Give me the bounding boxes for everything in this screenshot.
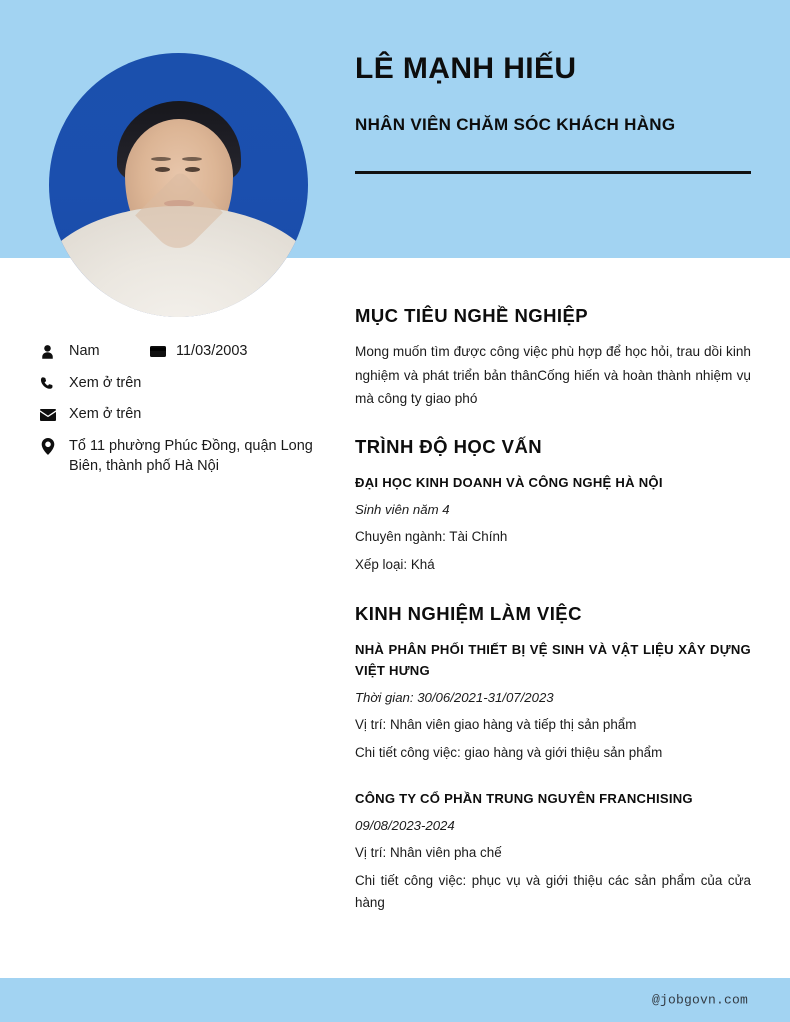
experience-period: Thời gian: 30/06/2021-31/07/2023 xyxy=(355,690,554,706)
experience-position: Vị trí: Nhân viên pha chế xyxy=(355,845,502,861)
contact-address: Tổ 11 phường Phúc Đồng, quận Long Biên, thành phố Hà Nội xyxy=(69,437,313,475)
photo-image xyxy=(49,53,308,317)
experience-company: NHÀ PHÂN PHỐI THIẾT BỊ VỆ SINH VÀ VẬT LIỆU XÂY DỰNG VIỆT HƯNG xyxy=(355,641,751,678)
education-entry xyxy=(355,472,751,576)
section-objective xyxy=(355,305,751,410)
candidate-name: LÊ MẠNH HIẾU xyxy=(355,52,577,85)
objective-heading: MỤC TIÊU NGHỀ NGHIỆP xyxy=(355,305,589,326)
contact-info xyxy=(38,341,323,477)
contact-row-address xyxy=(38,436,323,477)
experience-entry xyxy=(355,639,751,764)
experience-company: CÔNG TY CỔ PHẦN TRUNG NGUYÊN FRANCHISING xyxy=(355,790,693,806)
profile-photo xyxy=(49,53,308,317)
education-year: Sinh viên năm 4 xyxy=(355,501,450,517)
experience-period: 09/08/2023-2024 xyxy=(355,818,455,834)
education-heading: TRÌNH ĐỘ HỌC VẤN xyxy=(355,436,543,458)
header-text-block xyxy=(355,52,751,174)
contact-birthdate: 11/03/2003 xyxy=(176,343,248,359)
calendar-icon xyxy=(150,344,166,360)
header-divider xyxy=(355,171,751,174)
location-pin-icon xyxy=(38,437,57,456)
education-grade: Xếp loại: Khá xyxy=(355,556,435,572)
contact-row-email xyxy=(38,404,323,425)
envelope-icon xyxy=(38,405,57,424)
contact-email: Xem ở trên xyxy=(69,406,142,423)
experience-position: Vị trí: Nhân viên giao hàng và tiếp thị sản phẩm xyxy=(355,717,637,733)
experience-details: Chi tiết công việc: phục vụ và giới thiệu các sản phẩm của cửa hàng xyxy=(355,873,751,910)
phone-icon xyxy=(38,374,57,393)
contact-row-phone xyxy=(38,373,323,394)
watermark-text: @jobgovn.com xyxy=(651,992,748,1008)
experience-heading: KINH NGHIỆM LÀM VIỆC xyxy=(355,603,582,625)
education-school: ĐẠI HỌC KINH DOANH VÀ CÔNG NGHỆ HÀ NỘI xyxy=(355,474,663,490)
photo-eye-right xyxy=(185,167,200,172)
contact-phone: Xem ở trên xyxy=(69,374,142,391)
experience-details: Chi tiết công việc: giao hàng và giới thiệu sản phẩm xyxy=(355,745,663,761)
contact-gender: Nam xyxy=(69,343,100,359)
person-icon xyxy=(38,342,57,361)
footer-band xyxy=(0,978,790,1022)
main-content xyxy=(355,305,751,914)
section-experience xyxy=(355,603,751,913)
candidate-job-title: NHÂN VIÊN CHĂM SÓC KHÁCH HÀNG xyxy=(355,115,676,134)
experience-entry xyxy=(355,788,751,914)
objective-text: Mong muốn tìm được công việc phù hợp để học hỏi, trau dồi kinh nghiệm và phát triển bản thânCống hiến và hoàn thành nhiệm vụ mà công ty giao phó xyxy=(355,344,751,406)
photo-eye-left xyxy=(155,167,170,172)
section-education xyxy=(355,436,751,575)
contact-row-gender-birthdate xyxy=(38,341,323,362)
education-major: Chuyên ngành: Tài Chính xyxy=(355,529,508,545)
